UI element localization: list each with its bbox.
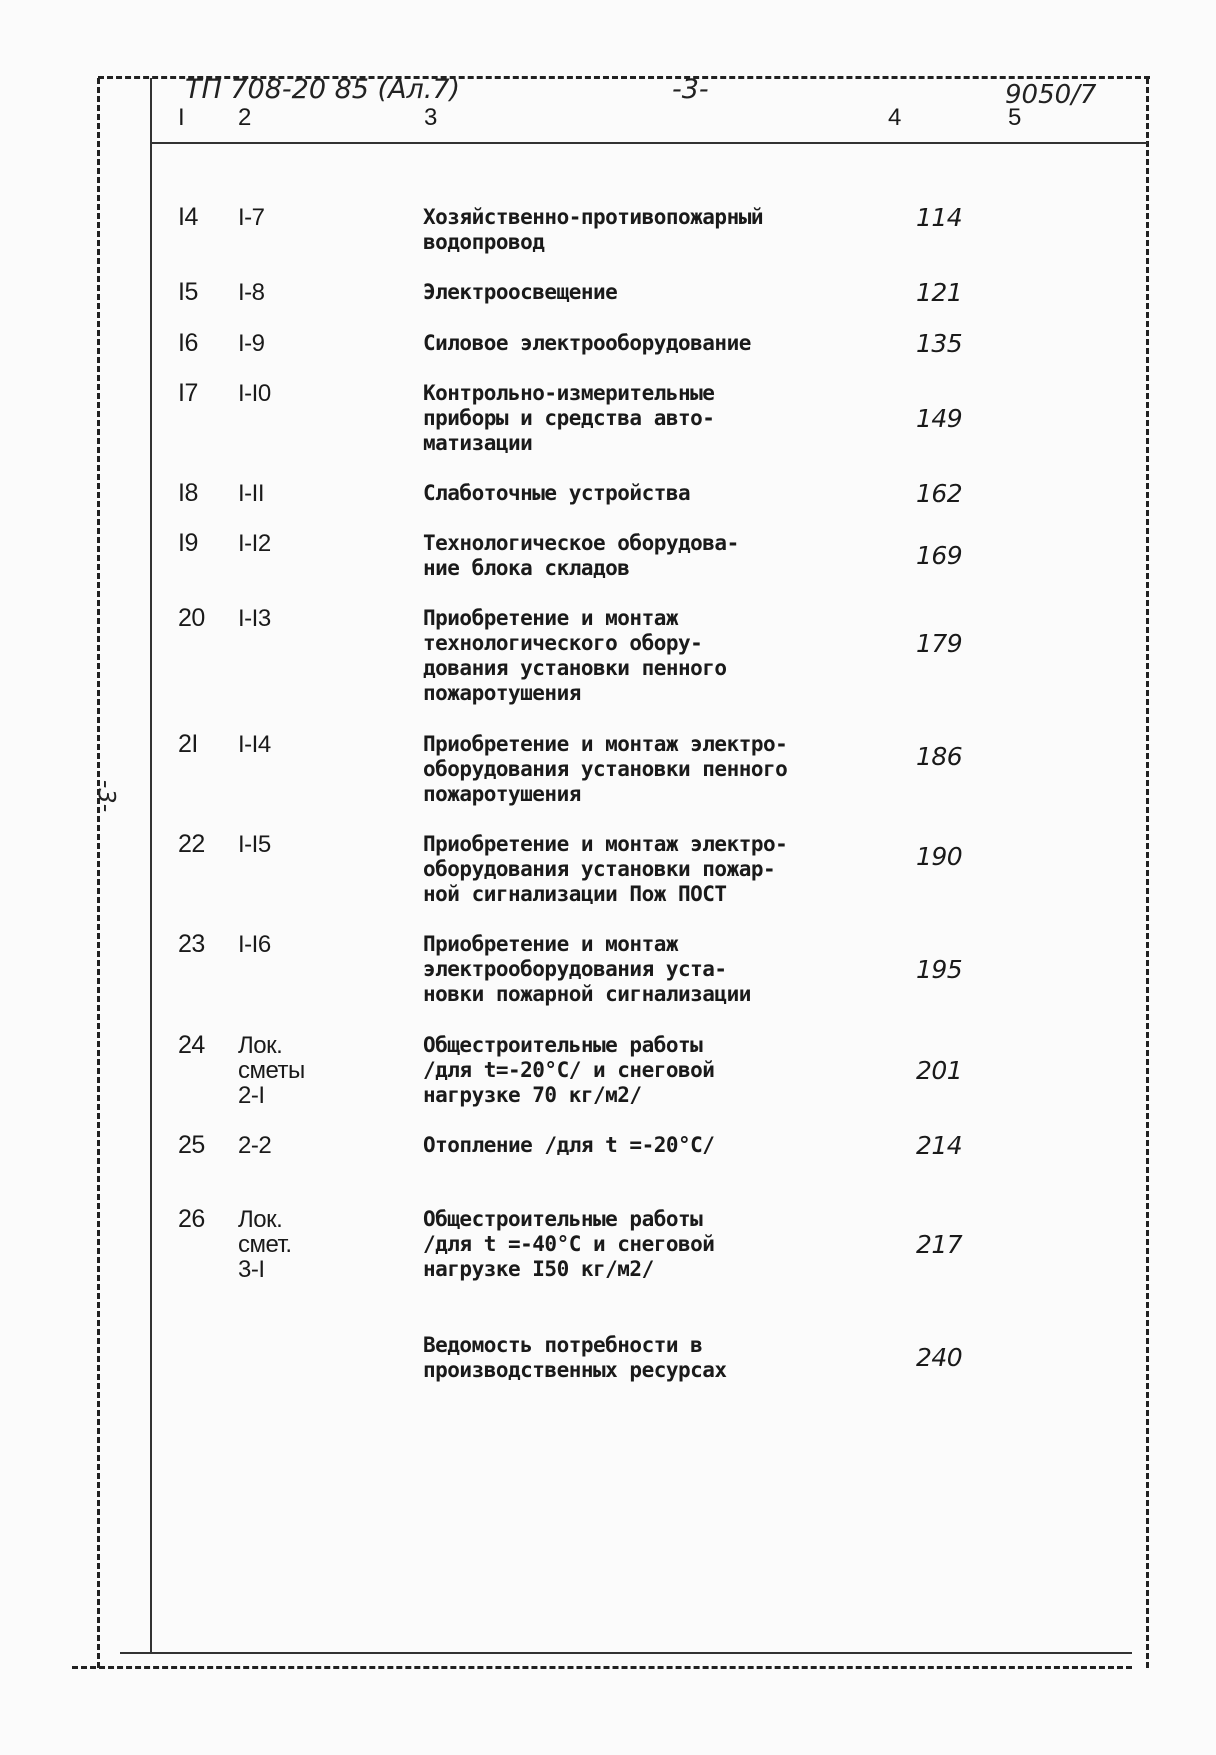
inner-bottom-line <box>120 1652 1132 1654</box>
row-code: I-I4 <box>238 731 271 758</box>
row-page: 169 <box>916 541 963 570</box>
header-rule <box>150 142 1148 144</box>
row-page: 186 <box>916 742 963 771</box>
row-number: 22 <box>178 830 205 858</box>
row-description: Слаботочные устройства <box>423 481 691 505</box>
row-code: I-8 <box>238 279 265 306</box>
doc-code: ТП 708-20 85 (Ал.7) <box>185 74 461 105</box>
row-description: Общестроительные работы /для t=-20°C/ и снеговой нагрузке 70 кг/м2/ <box>423 1033 715 1107</box>
col-num-5: 5 <box>1008 104 1022 131</box>
row-description: Приобретение и монтаж технологического обору- дования установки пенного пожаротушения <box>423 606 727 705</box>
row-description: Приобретение и монтаж электрооборудования уста- новки пожарной сигнализации <box>423 932 751 1006</box>
row-number: 20 <box>178 604 205 632</box>
row-code: I-7 <box>238 204 265 231</box>
row-code: I-9 <box>238 330 265 357</box>
row-description: Контрольно-измерительные приборы и средства авто- матизации <box>423 381 715 455</box>
right-border <box>1146 78 1149 1668</box>
margin-page-mark: -3- <box>92 779 121 813</box>
col-num-1: I <box>178 104 185 131</box>
row-number: 25 <box>178 1131 205 1159</box>
row-page: 162 <box>916 479 963 508</box>
row-code: I-I6 <box>238 931 271 958</box>
row-description: Приобретение и монтаж электро- оборудования установки пенного пожаротушения <box>423 732 788 806</box>
row-description: Силовое электрооборудование <box>423 331 751 355</box>
row-description: Технологическое оборудова- ние блока складов <box>423 531 739 580</box>
row-page: 114 <box>916 203 963 232</box>
row-number: 2I <box>178 730 198 758</box>
row-description: Приобретение и монтаж электро- оборудования установки пожар- ной сигнализации Пож ПОСТ <box>423 832 788 906</box>
row-number: 23 <box>178 930 205 958</box>
row-page: 217 <box>916 1230 963 1259</box>
row-description: Электроосвещение <box>423 280 618 304</box>
page-mark: -3- <box>672 74 709 105</box>
row-code: 2-2 <box>238 1132 272 1159</box>
row-code: Лок. сметы 2-I <box>238 1032 305 1109</box>
row-number: I5 <box>178 278 198 306</box>
row-description: Отопление /для t =-20°C/ <box>423 1133 715 1157</box>
row-code: I-I5 <box>238 831 271 858</box>
row-page: 135 <box>916 329 963 358</box>
col-num-3: 3 <box>424 104 438 131</box>
row-description: Хозяйственно-противопожарный водопровод <box>423 205 764 254</box>
row-code: I-I3 <box>238 605 271 632</box>
row-description: Ведомость потребности в производственных ресурсах <box>423 1333 727 1382</box>
row-page: 121 <box>916 278 963 307</box>
inventory-number: 9050/7 <box>1005 80 1097 110</box>
row-number: 24 <box>178 1031 205 1059</box>
row-number: I8 <box>178 479 198 507</box>
row-code: Лок. смет. 3-I <box>238 1206 292 1283</box>
row-code: I-I2 <box>238 530 271 557</box>
row-number: I4 <box>178 203 198 231</box>
row-page: 149 <box>916 404 963 433</box>
col-num-2: 2 <box>238 104 252 131</box>
row-number: I9 <box>178 529 198 557</box>
col-num-4: 4 <box>888 104 902 131</box>
row-code: I-I0 <box>238 380 271 407</box>
row-page: 201 <box>916 1056 963 1085</box>
row-page: 214 <box>916 1131 963 1160</box>
bottom-border <box>72 1666 1132 1669</box>
row-page: 240 <box>916 1343 963 1372</box>
row-page: 195 <box>916 955 963 984</box>
row-description: Общестроительные работы /для t =-40°C и снеговой нагрузке I50 кг/м2/ <box>423 1207 715 1281</box>
row-number: 26 <box>178 1205 205 1233</box>
row-page: 179 <box>916 629 963 658</box>
row-number: I6 <box>178 329 198 357</box>
row-page: 190 <box>916 842 963 871</box>
row-number: I7 <box>178 379 198 407</box>
row-code: I-II <box>238 480 264 507</box>
inner-left-line <box>150 78 152 1654</box>
left-border <box>97 78 100 1668</box>
